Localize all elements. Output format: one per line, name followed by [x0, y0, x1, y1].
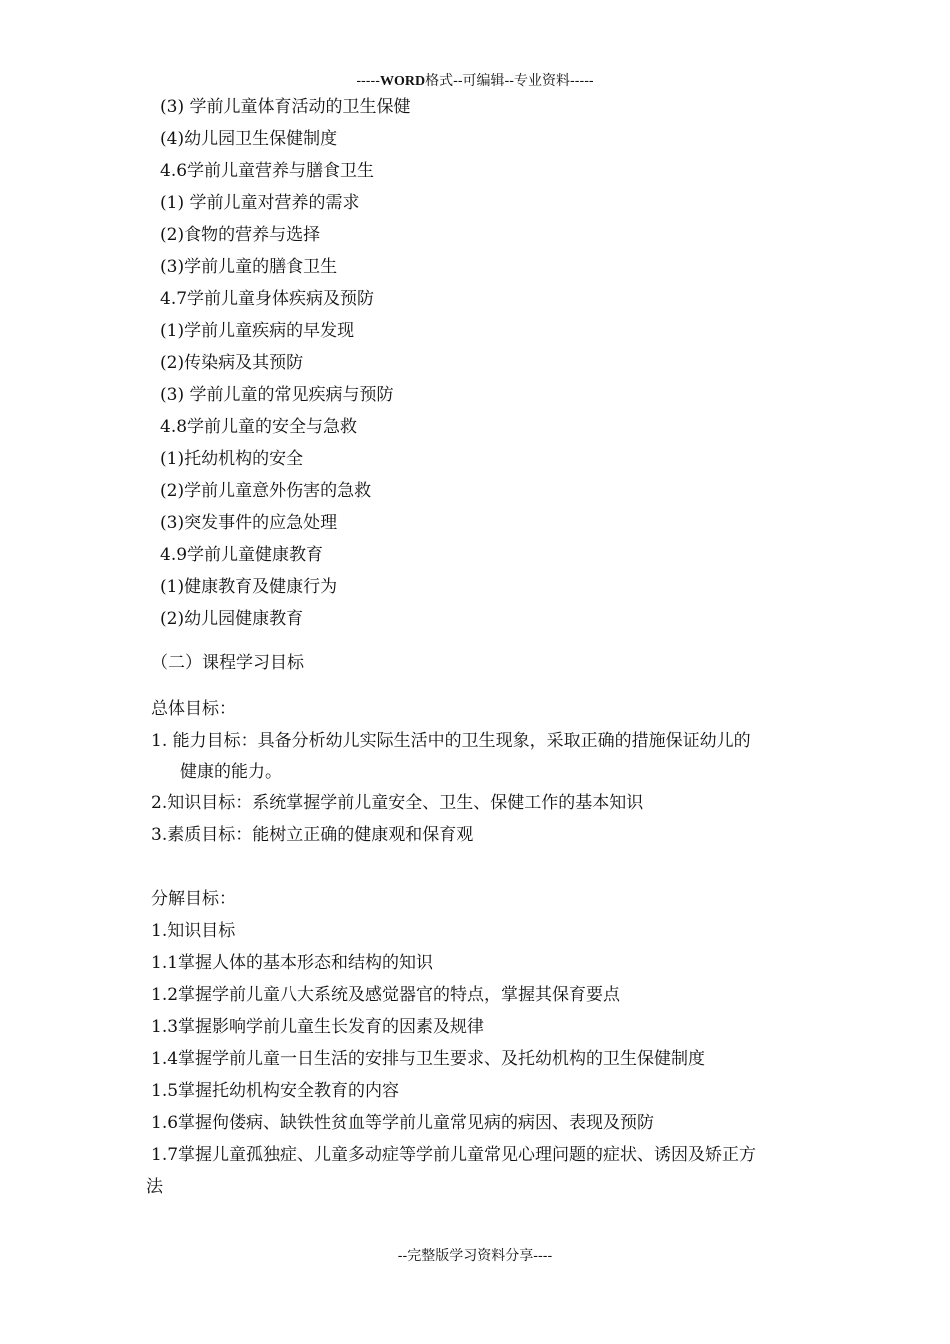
header-rest: 格式--可编辑--专业资料----- — [425, 73, 594, 89]
outline-item: (3) 学前儿童的常见疾病与预防 — [160, 385, 394, 405]
goal-item: 1. 能力目标：具备分析幼儿实际生活中的卫生现象，采取正确的措施保证幼儿的 — [151, 731, 751, 751]
outline-item: (3)学前儿童的膳食卫生 — [160, 257, 338, 277]
goal-item: 1.2掌握学前儿童八大系统及感觉器官的特点，掌握其保育要点 — [151, 985, 621, 1005]
outline-item: (2)学前儿童意外伤害的急救 — [160, 481, 372, 501]
section-heading: 4.9学前儿童健康教育 — [160, 545, 324, 565]
outline-item: (1)学前儿童疾病的早发现 — [160, 321, 355, 341]
goal-item: 2.知识目标：系统掌握学前儿童安全、卫生、保健工作的基本知识 — [151, 793, 644, 813]
chapter-heading: （二）课程学习目标 — [151, 653, 304, 673]
outline-item: (3) 学前儿童体育活动的卫生保健 — [160, 97, 411, 117]
goal-item: 1.5掌握托幼机构安全教育的内容 — [151, 1081, 400, 1101]
goal-item-continued: 健康的能力。 — [180, 762, 282, 782]
goal-heading: 总体目标： — [151, 699, 236, 719]
outline-item: (2)传染病及其预防 — [160, 353, 304, 373]
page-header — [0, 72, 950, 91]
section-heading: 4.6学前儿童营养与膳食卫生 — [160, 161, 375, 181]
goal-item: 1.4掌握学前儿童一日生活的安排与卫生要求、及托幼机构的卫生保健制度 — [151, 1049, 706, 1069]
goal-item: 1.3掌握影响学前儿童生长发育的因素及规律 — [151, 1017, 485, 1037]
goal-heading: 分解目标： — [151, 889, 236, 909]
outline-item: (2)食物的营养与选择 — [160, 225, 321, 245]
outline-item: (4)幼儿园卫生保健制度 — [160, 129, 338, 149]
goal-item-continued: 法 — [146, 1177, 163, 1197]
outline-item: (2)幼儿园健康教育 — [160, 609, 304, 629]
header-dashes: ----- — [356, 73, 380, 89]
outline-item: (1)托幼机构的安全 — [160, 449, 304, 469]
header-word: WORD — [379, 74, 426, 89]
outline-item: (1)健康教育及健康行为 — [160, 577, 338, 597]
goal-item: 1.1掌握人体的基本形态和结构的知识 — [151, 953, 434, 973]
section-heading: 4.7学前儿童身体疾病及预防 — [160, 289, 375, 309]
outline-item: (3)突发事件的应急处理 — [160, 513, 338, 533]
goal-item: 1.6掌握佝偻病、缺铁性贫血等学前儿童常见病的病因、表现及预防 — [151, 1113, 655, 1133]
goal-item: 3.素质目标：能树立正确的健康观和保育观 — [151, 825, 474, 845]
goal-subheading: 1.知识目标 — [151, 921, 236, 941]
outline-item: (1) 学前儿童对营养的需求 — [160, 193, 360, 213]
goal-item: 1.7掌握儿童孤独症、儿童多动症等学前儿童常见心理问题的症状、诱因及矫正方 — [151, 1145, 757, 1165]
page-footer: --完整版学习资料分享---- — [397, 1248, 553, 1264]
section-heading: 4.8学前儿童的安全与急救 — [160, 417, 358, 437]
